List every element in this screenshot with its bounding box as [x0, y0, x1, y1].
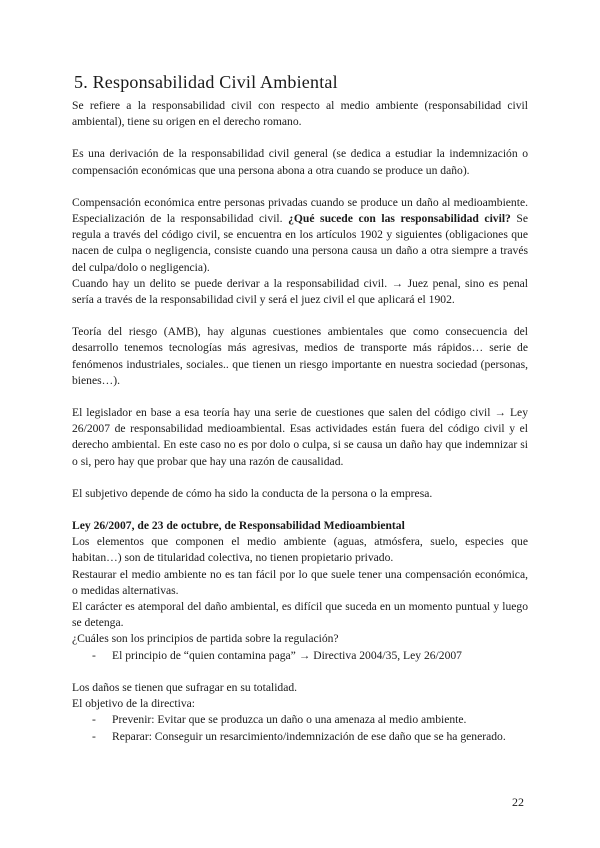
- paragraph-elements: Los elementos que componen el medio ambiente (aguas, atmósfera, suelo, especies que habitan…) son de titularidad colectiva, no tienen propietario privado.: [72, 535, 528, 565]
- list-item: - Prevenir: Evitar que se produzca un daño o una amenaza al medio ambiente.: [92, 712, 528, 728]
- paragraph-legislator: El legislador en base a esa teoría hay una serie de cuestiones que salen del código civil → Ley 26/2007 de responsabilidad medioambiental. Esas actividades están fuera del código civil y el derecho ambiental. En este caso no es por dolo o culpa, si se causa un daño hay que indemnizar si o si, pero hay que probar que hay una razón de causalidad.: [72, 406, 528, 468]
- document-body: [72, 98, 528, 745]
- compensation-text-a: Compensación económica entre personas privadas cuando se produce un daño al medioambiente. Especialización de la responsabilidad civil.: [72, 195, 528, 226]
- list-item: - El principio de “quien contamina paga” → Directiva 2004/35, Ley 26/2007: [92, 648, 528, 664]
- paragraph-objective: El objetivo de la directiva:: [72, 697, 195, 711]
- paragraph-character: El carácter es atemporal del daño ambiental, es difícil que suceda en un momento puntual y luego se detenga.: [72, 600, 528, 630]
- list-item: - Reparar: Conseguir un resarcimiento/indemnización de ese daño que se ha generado.: [92, 729, 528, 745]
- compensation-text-b: Se regula a través del código civil, se encuentra en los artículos 1902 y siguientes (obligaciones que nacen de culpa o negligencia, consiste cuando una persona causa un daño a otra siempre a través del culpa/dolo o negligencia).: [72, 212, 528, 274]
- compensation-question: ¿Qué sucede con las responsabilidad civil?: [288, 212, 511, 226]
- paragraph-subjective: El subjetivo depende de cómo ha sido la conducta de la persona o la empresa.: [72, 486, 433, 500]
- paragraph-compensation: [72, 195, 528, 276]
- paragraph-derivation: Es una derivación de la responsabilidad civil general (se dedica a estudiar la indemnización o compensación económicas que una persona abona a otra cuando se produce un daño).: [72, 147, 528, 177]
- principles-list: [72, 648, 528, 664]
- objectives-list: [72, 712, 528, 744]
- law-heading: Ley 26/2007, de 23 de octubre, de Responsabilidad Medioambiental: [72, 519, 405, 533]
- paragraph-origin: Se refiere a la responsabilidad civil con respecto al medio ambiente (responsabilidad civil ambiental), tiene su origen en el derecho romano.: [72, 99, 528, 129]
- paragraph-risk-theory: Teoría del riesgo (AMB), hay algunas cuestiones ambientales que como consecuencia del desarrollo tenemos tecnologías más agresivas, medios de transporte más rápidos… serie de fenómenos industriales, sociales.. que tienen un riesgo importante en nuestra sociedad (personas, bienes…).: [72, 325, 528, 387]
- paragraph-restore: Restaurar el medio ambiente no es tan fácil por lo que suele tener una compensación económica, o medidas alternativas.: [72, 567, 528, 597]
- paragraph-crime: Cuando hay un delito se puede derivar a la responsabilidad civil. → Juez penal, sino es penal sería a través de la responsabilidad civil y será el juez civil el que aplicará el 1902.: [72, 276, 528, 307]
- paragraph-damages: Los daños se tienen que sufragar en su totalidad.: [72, 680, 298, 694]
- page-number: 22: [512, 795, 524, 809]
- section-title: 5. Responsabilidad Civil Ambiental: [74, 72, 338, 92]
- paragraph-principles-question: ¿Cuáles son los principios de partida sobre la regulación?: [72, 632, 339, 646]
